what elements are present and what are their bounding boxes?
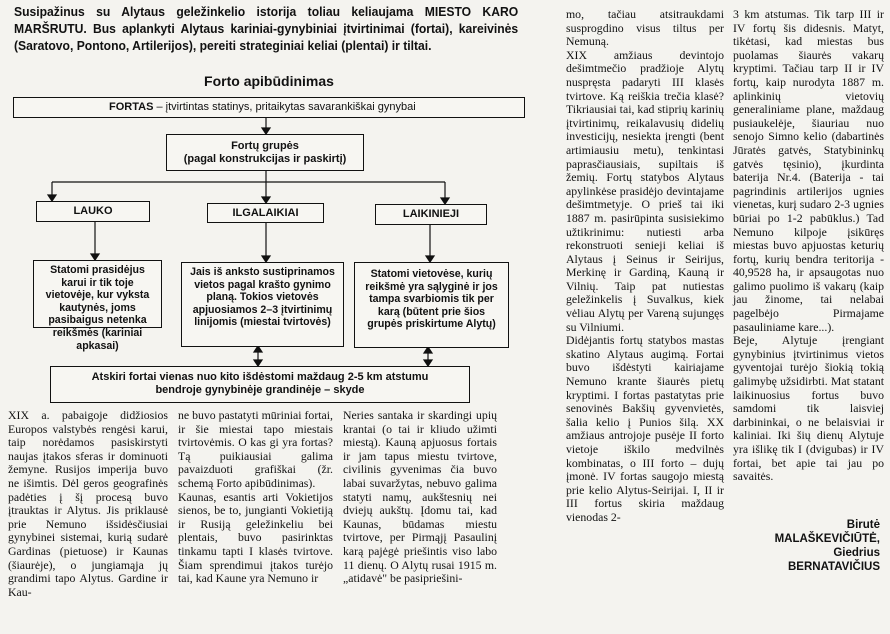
laikinieji-description: Statomi vietovėse, kurių reikšmė yra sąlyginė ir jos tampa svarbiomis tik per karą (būtent prie šios grupės priskirtume Alytų) xyxy=(354,262,509,348)
article-column-5: 3 km atstumas. Tik tarp III ir IV fortų šis didesnis. Matyt, tikėtasi, kad miestas bus puolamas šiaurės vakarų kryptimi. Tačiau tarp II ir IV fortų, kaip nurodyta 1887 m. aplinkinių vietovių generaliniame plane, maždaug pusiaukelėje, šiauriau nuo senojo Simno kelio (dabartinės Jūratės gatvės, Statybininkų gatvės tęsinio), įkurdinta baterija Nr.4. (Baterija - tai pagrindinis artilerijos ugnies vienetas, kurį sudaro 2-3 ugnies būriai po 1-2 pabūklus.) Tad Nemuno kilpoje įsikūręs miestas buvo apjuostas keturių fortų, kurių bendra teritorija - 40,9528 ha, ir apsaugotas nuo galimo puolimo iš vakarų (kaip jau žinome, tai nelabai pagelbėjo Pirmajame pasauliniame kare...). Beje, Alytuje įrengiant gynybinius įtvirtinimus vietos gyventojai turėjo šiokią tokią galimybę užsidirbti. Mat statant laikinuosius fortus buvo samdomi tik laisviej darbininkai, o ne belaisviai ir kaliniai. Iki šių dienų Alytuje yra išlikę tik I (dvigubas) ir IV fortai, bet apie tai jau po savaitės. xyxy=(733,7,884,484)
fort-groups-title: Fortų grupės xyxy=(231,140,299,152)
article-column-4: mo, tačiau atsitraukdami susprogdino visus tiltus per Nemuną. XIX amžiaus devintojo dešimtmečio pradžioje Alytų nuspręsta padaryti III klasės tvirtove. Ką reiškia trečia klasė? Tikriausiai tai, kad stiprių karinių įtvirtinimų, reikalavusių didelių investicijų, nesiekta įrengti (bent artimiausiu metu), tenkintasi paprasčiausiais, supiltais iš žemių. Fortų statybos Alytaus apylinkėse prasidėjo devintajame dešimtmetyje. O prieš tai iki 1887 m. pasirūpinta susisiekimo užtikrinimu: nutiesti arba rekonstruoti senieji keliai iš Alytaus į Seinus ir Seirijus, Merkinę ir Gardiną, Kauną ir Vilnių. Taip pat nutiestas geležinkelis į Suvalkus, kiek vėliau Alytų per Vareną sujungęs su Vilniumi. Didėjantis fortų statybos mastas skatino Alytaus augimą. Fortai buvo išdėstyti kairiajame Nemuno krante šiaurės pietų kryptimi. I fortas pastatytas prie senovinės Bakšių gyvenvietės, šalia kelio į Punios šilą. XX amžiaus antrojoje pusėje II forto vietoje iškilo medvilnės kombinatas, o III forto – dujų įmonė. IV fortas saugojo miestą prie kelio Alytus-Seirijai. I, II ir III fortus skiria maždaug vienodas 2- xyxy=(566,7,724,524)
headline: Susipažinus su Alytaus geležinkelio istorija toliau keliaujama MIESTO KARO MARŠRUTU. Bus aplankyti Alytaus kariniai-gynybiniai įtvirtinimai (fortai), kareivinės (Saratovo, Pontono, Artilerijos), pereiti strateginiai keliai (plentai) ir tiltai. xyxy=(14,4,519,53)
fortas-term: FORTAS xyxy=(109,101,154,113)
fort-groups-box xyxy=(166,134,364,171)
ilgalaikiai-description: Jais iš anksto sustiprinamos vietos pagal krašto gynimo planą. Tokios vietovės apjuosiamos 2–3 įtvirtinimų linijomis (miestai tvirtovės) xyxy=(181,262,344,347)
author-signature: Birutė MALAŠKEVIČIŪTĖ, Giedrius BERNATAVIČIUS xyxy=(774,519,880,573)
fort-distance-line1: Atskiri fortai vienas nuo kito išdėstomi maždaug 2-5 km atstumu xyxy=(91,371,429,383)
fort-distance-box xyxy=(50,366,470,403)
article-column-2: ne buvo pastatyti mūriniai fortai, ir šie miestai tapo miestais tvirtovėmis. O kas gi yra fortas? Tą puikiausiai galima pavaizduoti grafiškai (žr. schemą Forto apibūdinimas). Kaunas, esantis arti Vokietijos sienos, be to, jungianti Vokietiją ir Rusiją geležinkeliu bei plentais, buvo pasirinktas tinkamu tapti I klasės tvirtove. Šiam sprendimui įtakos turėjo tai, kad Kaune yra Nemuno ir xyxy=(178,408,333,586)
ilgalaikiai-box: ILGALAIKIAI xyxy=(207,203,324,223)
lauko-description: Statomi prasidėjus karui ir tik toje vietovėje, kur vyksta kautynės, joms pasibaigus netenka reikšmės (kariniai apkasai) xyxy=(33,260,162,328)
laikinieji-box: LAIKINIEJI xyxy=(375,204,487,225)
fortas-definition: – įtvirtintas statinys, pritaikytas savarankiškai gynybai xyxy=(153,101,416,113)
article-column-3: Neries santaka ir skardingi upių krantai (o tai ir kliudo užimti miestą). Kauną apjuosus fortais ir jam tapus miestu tvirtove, civilinis gyvenimas čia buvo labai suvaržytas, nebuvo galima statyti namų, aukštesnių nei dviejų aukštų. Įdomu tai, kad Kaunas, būdamas miestu tvirtove, per Pirmąjį Pasaulinį karą pajėgė priešintis viso labo 11 dienų. O Alytų rusai 1915 m. „atidavė" be pasipriešini- xyxy=(343,408,497,586)
fort-distance-line2: bendroje gynybinėje grandinėje – skyde xyxy=(155,384,365,396)
fortas-definition-box xyxy=(13,97,525,118)
lauko-box: LAUKO xyxy=(36,201,150,222)
fort-groups-subtitle: (pagal konstrukcijas ir paskirtį) xyxy=(183,153,347,165)
article-column-1: XIX a. pabaigoje didžiosios Europos valstybės rengėsi karui, taip norėdamos pasiskirstyti naujas įtakos sferas ir dominuoti žemyne. Rusijos imperija buvo ne išimtis. Dėl geros geografinės padėties į šį procesą buvo įtrauktas ir Alytus. Jis priklausė prie Nemuno išsidėsčiusiai gynybinei sistemai, kurią sudarė Gardinas (pietuose) ir Kaunas (šiaurėje), o jungiamąja jų grandimi tapo Alytus. Gardine ir Kau- xyxy=(8,408,168,599)
diagram-title: Forto apibūdinimas xyxy=(204,73,334,89)
